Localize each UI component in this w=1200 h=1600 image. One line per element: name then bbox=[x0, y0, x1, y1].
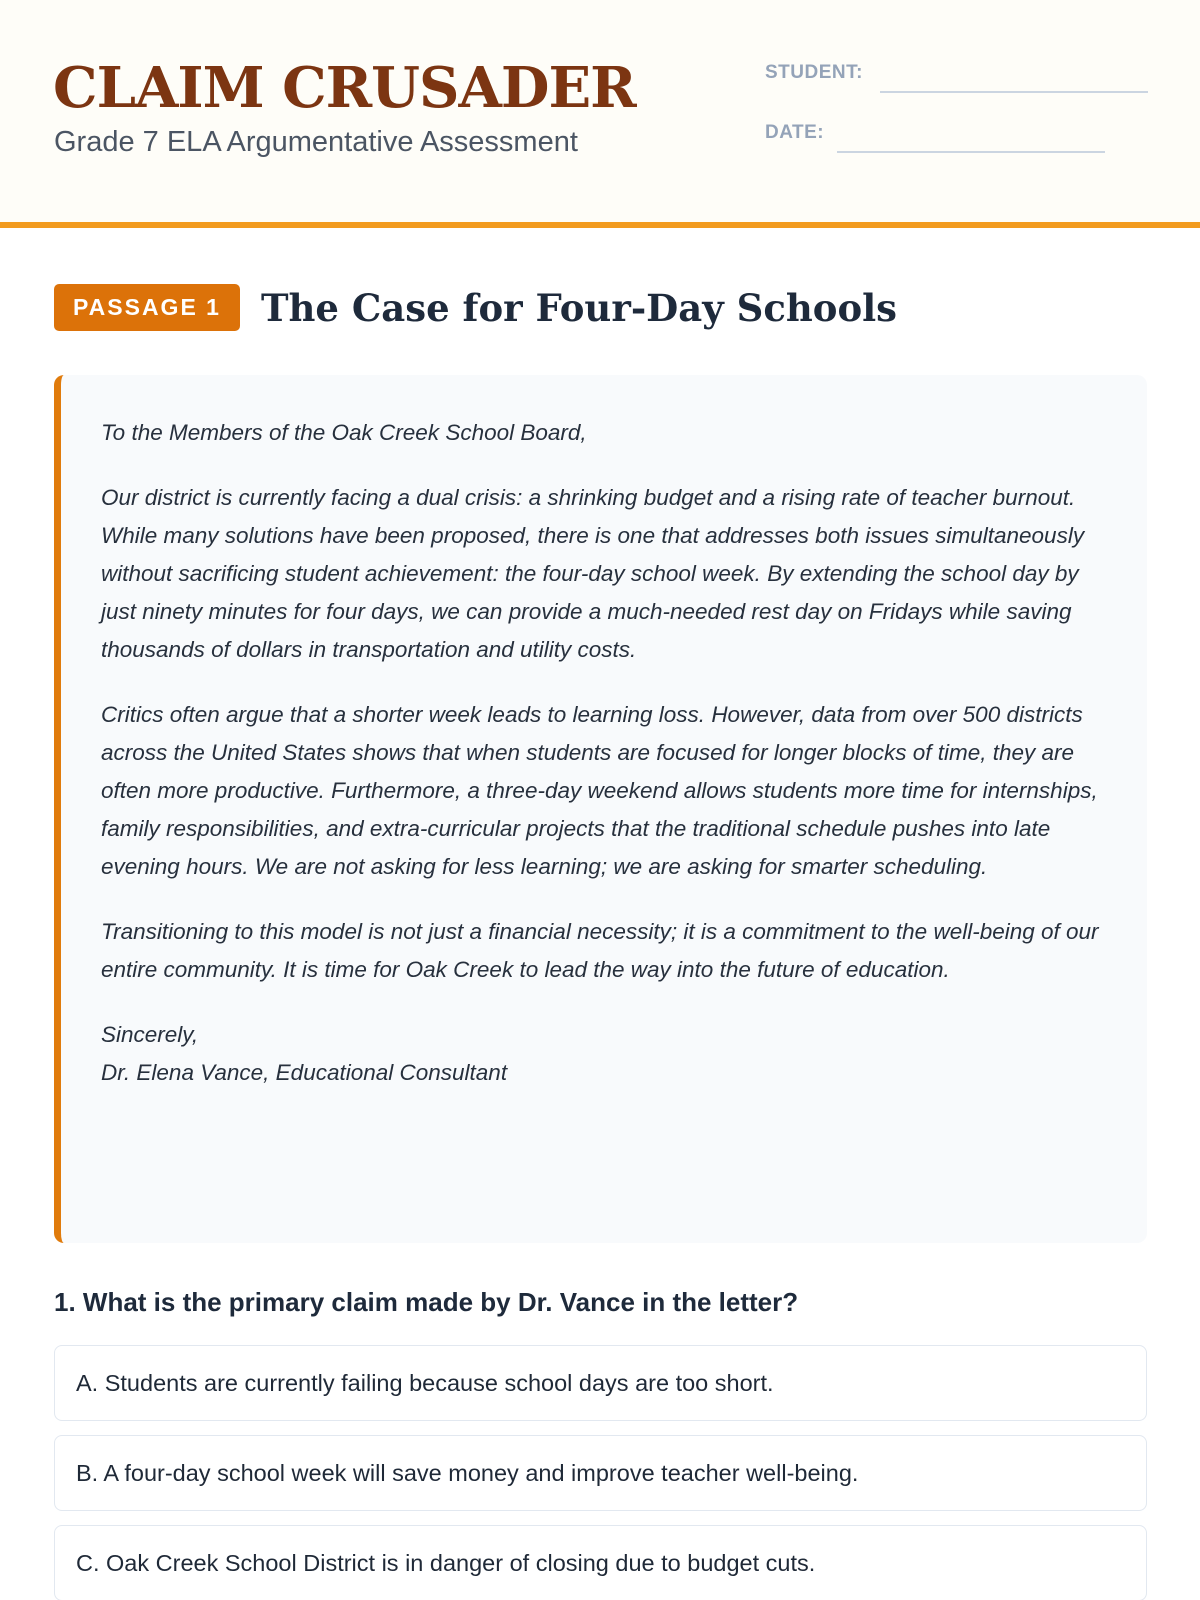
passage-paragraph: Transitioning to this model is not just a financial necessity; it is a commitment to the well-being of our entire community. It is time for Oak Creek to lead the way into the future of education. bbox=[101, 919, 1099, 982]
date-field[interactable] bbox=[837, 151, 1105, 153]
assessment-subtitle: Grade 7 ELA Argumentative Assessment bbox=[54, 126, 578, 158]
passage-signature: Dr. Elena Vance, Educational Consultant bbox=[101, 1060, 508, 1085]
date-label: DATE: bbox=[765, 122, 825, 143]
passage-salutation: To the Members of the Oak Creek School Board, bbox=[101, 420, 587, 445]
page-header bbox=[0, 0, 1200, 228]
student-name-field[interactable] bbox=[880, 91, 1148, 93]
answer-option-c[interactable]: C. Oak Creek School District is in danger of closing due to budget cuts. bbox=[54, 1525, 1147, 1600]
passage-title: The Case for Four-Day Schools bbox=[261, 286, 898, 330]
answer-option-a[interactable]: A. Students are currently failing because school days are too short. bbox=[54, 1345, 1147, 1421]
question-1-prompt: 1. What is the primary claim made by Dr. Vance in the letter? bbox=[54, 1287, 799, 1317]
passage-paragraph: Critics often argue that a shorter week leads to learning loss. However, data from over 500 districts across the United States shows that when students are focused for longer blocks of time, they are often more productive. Furthermore, a three-day weekend allows students more time for internships, family responsibilities, and extra-curricular projects that the traditional schedule pushes into late evening hours. We are not asking for less learning; we are asking for smarter scheduling. bbox=[101, 702, 1098, 879]
passage-text bbox=[101, 414, 1111, 1092]
passage-paragraph: Our district is currently facing a dual crisis: a shrinking budget and a rising rate of teacher burnout. While many solutions have been proposed, there is one that addresses both issues simultaneously without sacrificing student achievement: the four-day school week. By extending the school day by just ninety minutes for four days, we can provide a much-needed rest day on Fridays while saving thousands of dollars in transportation and utility costs. bbox=[101, 485, 1085, 662]
student-label: STUDENT: bbox=[765, 62, 863, 83]
assessment-title: CLAIM CRUSADER bbox=[53, 55, 636, 121]
answer-option-b[interactable]: B. A four-day school week will save money and improve teacher well-being. bbox=[54, 1435, 1147, 1511]
passage-badge: PASSAGE 1 bbox=[54, 284, 240, 331]
passage-closing: Sincerely, bbox=[101, 1022, 199, 1047]
